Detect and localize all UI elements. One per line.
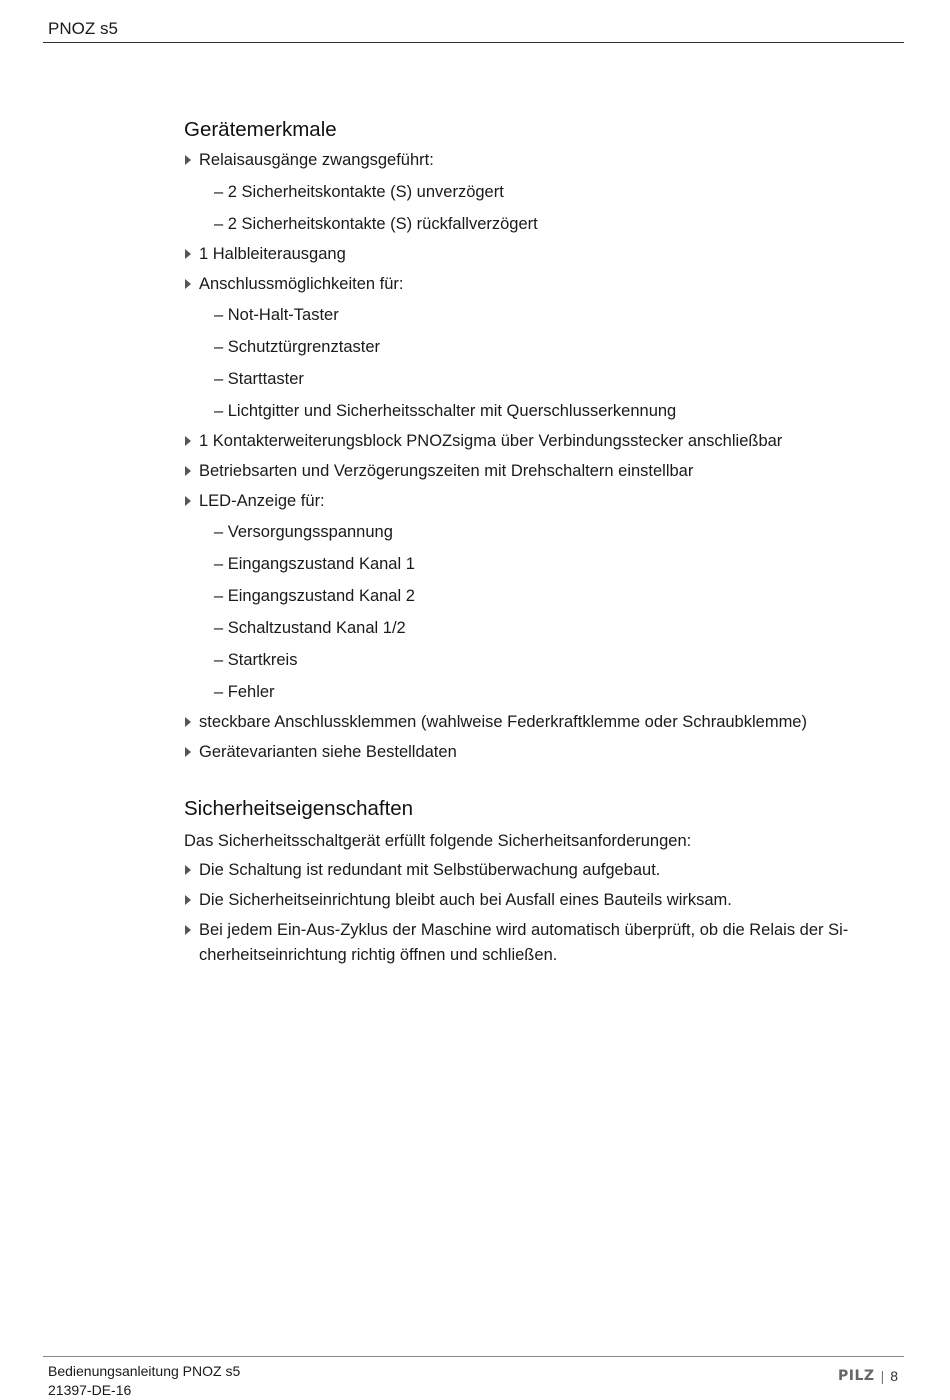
footer-doc-number: 21397-DE-16 [48, 1382, 132, 1398]
running-header-title: PNOZ s5 [48, 19, 118, 38]
footer-doc-title: Bedienungsanleitung PNOZ s5 [48, 1363, 241, 1379]
feature-item-text: Anschlussmöglichkeiten für: [199, 275, 404, 293]
feature-item-text: – Eingangszustand Kanal 1 [214, 555, 415, 573]
safety-heading: Sicherheitseigenschaften [184, 797, 414, 820]
footer-doc-info [48, 1362, 240, 1400]
feature-item-text: – 2 Sicherheitskontakte (S) unverzögert [214, 183, 504, 201]
arrow-bullet-icon [185, 279, 191, 289]
footer-page-info [838, 1368, 898, 1384]
feature-item [184, 272, 404, 297]
feature-item-text: – Starttaster [214, 370, 304, 388]
feature-subitem [214, 399, 676, 424]
feature-item-text: – Lichtgitter und Sicherheitsschalter mit Querschlusserkennung [214, 402, 677, 420]
feature-item-text: – Schaltzustand Kanal 1/2 [214, 619, 406, 637]
feature-item-text: – Startkreis [214, 651, 298, 669]
footer-divider [43, 1356, 904, 1357]
feature-item [184, 740, 457, 765]
safety-item-text: Die Sicherheitseinrichtung bleibt auch bei Ausfall eines Bauteils wirksam. [199, 891, 732, 909]
arrow-bullet-icon [185, 466, 191, 476]
feature-item-text: – Fehler [214, 683, 275, 701]
feature-subitem [214, 680, 275, 705]
feature-item-text: – 2 Sicherheitskontakte (S) rückfallverzögert [214, 215, 538, 233]
feature-subitem [214, 520, 393, 545]
pilz-logo: PILZ [838, 1368, 875, 1384]
feature-item [184, 242, 346, 267]
safety-item [184, 918, 848, 968]
feature-item [184, 429, 782, 454]
feature-item-text: Relaisausgänge zwangsgeführt: [199, 151, 434, 169]
feature-item-text: – Not-Halt-Taster [214, 306, 339, 324]
feature-subitem [214, 616, 406, 641]
feature-item-text: steckbare Anschlussklemmen (wahlweise Federkraftklemme oder Schraubklemme) [199, 713, 807, 731]
arrow-bullet-icon [185, 496, 191, 506]
safety-item [184, 858, 660, 883]
safety-item-text: Die Schaltung ist redundant mit Selbstüberwachung aufgebaut. [199, 861, 661, 879]
feature-item [184, 489, 325, 514]
feature-item-text: Gerätevarianten siehe Bestelldaten [199, 743, 457, 761]
feature-item [184, 710, 807, 735]
feature-subitem [214, 584, 415, 609]
feature-subitem [214, 552, 415, 577]
arrow-bullet-icon [185, 436, 191, 446]
feature-item-text: Betriebsarten und Verzögerungszeiten mit Drehschaltern einstellbar [199, 462, 694, 480]
feature-subitem [214, 367, 304, 392]
safety-item [184, 888, 732, 913]
feature-item-text: – Schutztürgrenztaster [214, 338, 380, 356]
arrow-bullet-icon [185, 865, 191, 875]
feature-subitem [214, 180, 504, 205]
feature-item-text: 1 Halbleiterausgang [199, 245, 346, 263]
page-number: 8 [890, 1368, 898, 1384]
safety-intro: Das Sicherheitsschaltgerät erfüllt folgende Sicherheitsanforderungen: [184, 832, 692, 850]
arrow-bullet-icon [185, 249, 191, 259]
feature-item [184, 148, 434, 173]
feature-item-text: LED-Anzeige für: [199, 492, 325, 510]
arrow-bullet-icon [185, 717, 191, 727]
safety-item-text-line1: Bei jedem Ein-Aus-Zyklus der Maschine wird automatisch überprüft, ob die Relais der Si- [199, 921, 849, 939]
feature-subitem [214, 648, 297, 673]
feature-subitem [214, 303, 339, 328]
feature-item-text: – Eingangszustand Kanal 2 [214, 587, 415, 605]
arrow-bullet-icon [185, 895, 191, 905]
safety-item-text-line2: cherheitseinrichtung richtig öffnen und schließen. [199, 946, 558, 964]
feature-item-text: – Versorgungsspannung [214, 523, 393, 541]
feature-item-text: 1 Kontakterweiterungsblock PNOZsigma über Verbindungsstecker anschließbar [199, 432, 783, 450]
feature-item [184, 459, 693, 484]
feature-subitem [214, 335, 380, 360]
arrow-bullet-icon [185, 925, 191, 935]
feature-subitem [214, 212, 538, 237]
arrow-bullet-icon [185, 747, 191, 757]
header-divider [43, 42, 904, 43]
footer-separator: | [880, 1368, 885, 1384]
features-heading: Gerätemerkmale [184, 118, 337, 141]
arrow-bullet-icon [185, 155, 191, 165]
